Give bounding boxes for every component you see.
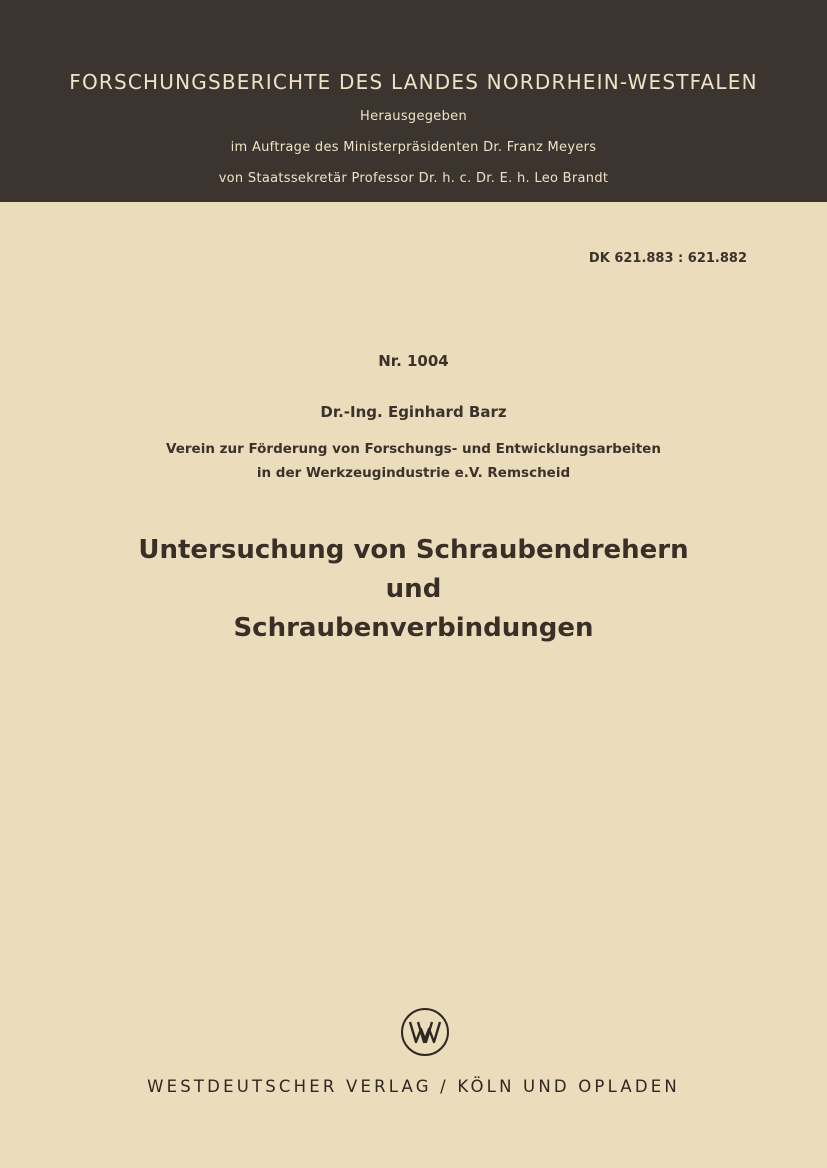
editor-line-3: von Staatssekretär Professor Dr. h. c. Dr. E. h. Leo Brandt [218, 171, 609, 186]
institution-line-1: Verein zur Förderung von Forschungs- und Entwicklungsarbeiten [166, 441, 661, 457]
editor-line-1: Herausgegeben [360, 109, 467, 124]
header-band [0, 0, 827, 202]
publisher-line: WESTDEUTSCHER VERLAG / KÖLN UND OPLADEN [147, 1077, 680, 1096]
series-title: FORSCHUNGSBERICHTE DES LANDES NORDRHEIN-WESTFALEN [69, 70, 758, 94]
title-line-1: Untersuchung von Schraubendrehern [138, 535, 689, 565]
report-number: Nr. 1004 [378, 352, 449, 370]
author-name: Dr.-Ing. Eginhard Barz [320, 403, 507, 421]
classification-code: DK 621.883 : 621.882 [588, 251, 747, 266]
institution-line-2: in der Werkzeugindustrie e.V. Remscheid [256, 465, 571, 481]
editor-line-2: im Auftrage des Ministerpräsidenten Dr. Franz Meyers [230, 140, 597, 155]
title-line-3: Schraubenverbindungen [233, 613, 594, 643]
title-line-2: und [385, 574, 442, 604]
publisher-logo-icon [400, 1007, 450, 1057]
